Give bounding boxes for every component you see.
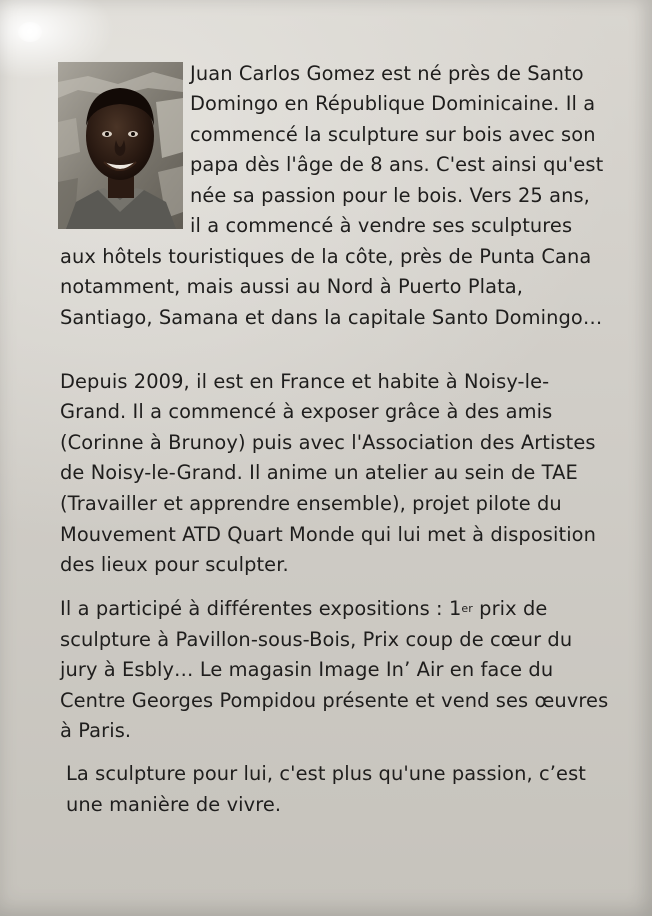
text-line: Santiago, Samana et dans la capitale Santo Domingo… (60, 306, 603, 329)
ordinal-superscript: er (461, 602, 473, 615)
artist-portrait-photo (58, 62, 183, 229)
text-line: de Noisy-le-Grand. Il anime un atelier au sein de TAE (60, 461, 578, 484)
text-line: née sa passion pour le bois. Vers 25 ans, (190, 184, 590, 207)
text-line: (Travailler et apprendre ensemble), projet pilote du (60, 492, 562, 515)
text-line: Domingo en République Dominicaine. Il a (190, 92, 596, 115)
text-fragment: Il a participé à différentes expositions : 1 (60, 597, 462, 620)
text-line: La sculpture pour lui, c'est plus qu'une passion, c’est (66, 762, 586, 785)
text-line: papa dès l'âge de 8 ans. C'est ainsi qu'est (190, 153, 604, 176)
portrait-icon (58, 62, 183, 229)
text-line (60, 597, 547, 620)
text-line: (Corinne à Brunoy) puis avec l'Association des Artistes (60, 431, 596, 454)
light-glare (18, 22, 42, 42)
text-line: sculpture à Pavillon-sous-Bois, Prix coup de cœur du (60, 628, 573, 651)
text-line: à Paris. (60, 719, 132, 742)
text-line: Juan Carlos Gomez est né près de Santo (190, 62, 584, 85)
text-line: jury à Esbly… Le magasin Image In’ Air en face du (60, 658, 554, 681)
text-line: il a commencé à vendre ses sculptures (190, 214, 573, 237)
text-line: Depuis 2009, il est en France et habite à Noisy-le- (60, 370, 550, 393)
text-line: des lieux pour sculpter. (60, 553, 289, 576)
text-line: Centre Georges Pompidou présente et vend ses œuvres (60, 689, 609, 712)
text-line: commencé la sculpture sur bois avec son (190, 123, 596, 146)
text-line: Grand. Il a commencé à exposer grâce à des amis (60, 400, 553, 423)
text-fragment: prix de (472, 597, 548, 620)
text-line: Mouvement ATD Quart Monde qui lui met à disposition (60, 523, 597, 546)
text-line: une manière de vivre. (66, 793, 282, 816)
text-line: notamment, mais aussi au Nord à Puerto Plata, (60, 275, 524, 298)
text-line: aux hôtels touristiques de la côte, près de Punta Cana (60, 245, 592, 268)
